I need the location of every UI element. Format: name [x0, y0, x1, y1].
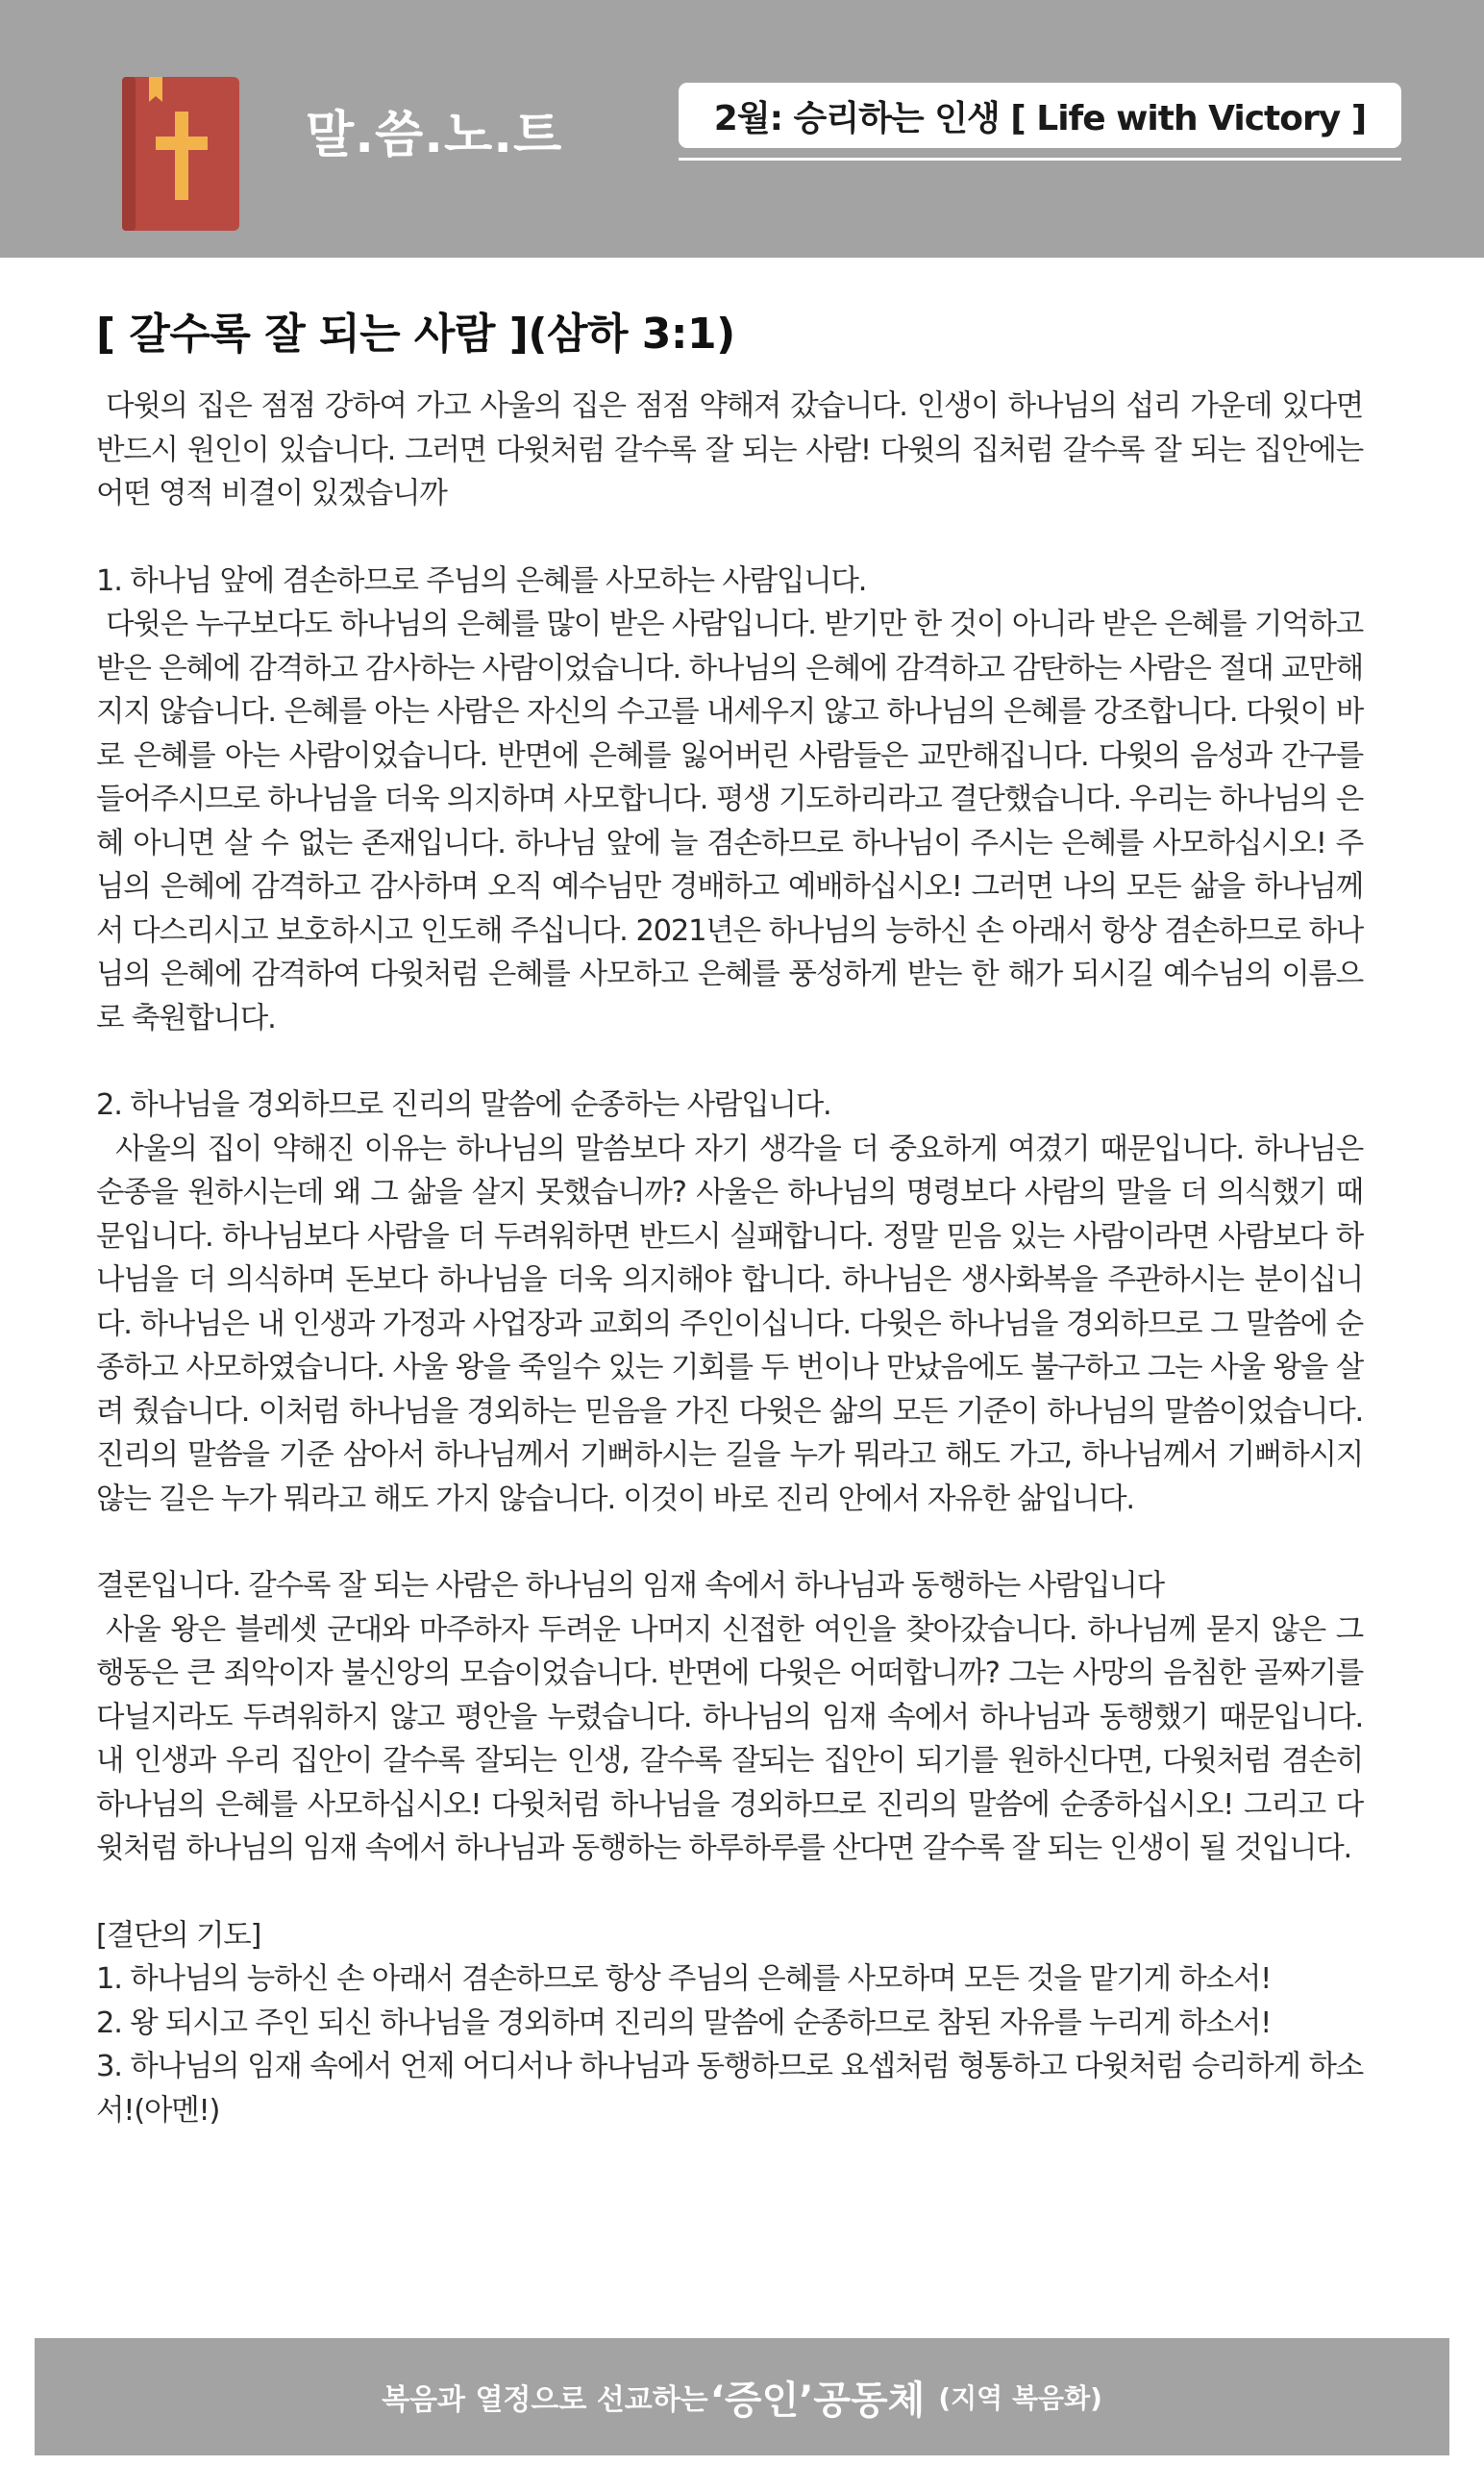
prayer-item: 3. 하나님의 임재 속에서 언제 어디서나 하나님과 동행하므로 요셉처럼 형통하고 다윗처럼 승리하게 하소서!(아멘!): [96, 2050, 1363, 2128]
prayer-heading: [결단의 기도]: [96, 1918, 261, 1953]
footer-note: (지역 복음화): [938, 2382, 1102, 2414]
footer-highlight: ‘증인’공동체: [709, 2378, 926, 2423]
point2-paragraph: 사울의 집이 약해진 이유는 하나님의 말씀보다 자기 생각을 더 중요하게 여겼기 때문입니다. 하나님은 순종을 원하시는데 왜 그 삶을 살지 못했습니까? 사울은 하나님의 명령보다 사람의 말을 더 의식했기 때문입니다. 하나님보다 사람을 더 두려워하면 반드시 실패합니다. 정말 믿음 있는 사람이라면 사람보다 하나님을 더 의식하며 돈보다 하나님을 더욱 의지해야 합니다. 하나님은 생사화복을 주관하시는 분이십니다. 하나님은 내 인생과 가정과 사업장과 교회의 주인이십니다. 다윗은 하나님을 경외하므로 그 말씀에 순종하고 사모하였습니다. 사울 왕을 죽일수 있는 기회를 두 번이나 만났음에도 불구하고 그는 사울 왕을 살려 줬습니다. 이처럼 하나님을 경외하는 믿음을 가진 다윗은 삶의 모든 기준이 하나님의 말씀이었습니다. 진리의 말씀을 기준 삼아서 하나님께서 기뻐하시는 길을 누가 뭐라고 해도 가고, 하나님께서 기뻐하시지 않는 길은 누가 뭐라고 해도 가지 않습니다. 이것이 바로 진리 안에서 자유한 삶입니다.: [96, 1132, 1363, 1516]
bible-icon: [122, 77, 239, 231]
prayer-item: 2. 왕 되시고 주인 되신 하나님을 경외하며 진리의 말씀에 순종하므로 참된 자유를 누리게 하소서!: [96, 2005, 1272, 2040]
header-banner: [0, 0, 1484, 258]
series-divider: [679, 158, 1401, 161]
point1-paragraph: 다윗은 누구보다도 하나님의 은혜를 많이 받은 사람입니다. 받기만 한 것이 아니라 받은 은혜를 기억하고 받은 은혜에 감격하고 감사하는 사람이었습니다. 하나님의 은혜에 감격하고 감탄하는 사람은 절대 교만해지지 않습니다. 은혜를 아는 사람은 자신의 수고를 내세우지 않고 하나님의 은혜를 강조합니다. 다윗이 바로 은혜를 아는 사람이었습니다. 반면에 은혜를 잃어버린 사람들은 교만해집니다. 다윗의 음성과 간구를 들어주시므로 하나님을 더욱 의지하며 사모합니다. 평생 기도하리라고 결단했습니다. 우리는 하나님의 은혜 아니면 살 수 없는 존재입니다. 하나님 앞에 늘 겸손하므로 하나님이 주시는 은혜를 사모하십시오! 주님의 은혜에 감격하고 감사하며 오직 예수님만 경배하고 예배하십시오! 그러면 나의 모든 삶을 하나님께서 다스리시고 보호하시고 인도해 주십니다. 2021년은 하나님의 능하신 손 아래서 항상 겸손하므로 하나님의 은혜에 감격하여 다윗처럼 은혜를 사모하고 은혜를 풍성하게 받는 한 해가 되시길 예수님의 이름으로 축원합니다.: [96, 608, 1363, 1035]
series-title: 2월: 승리하는 인생 [ Life with Victory ]: [679, 83, 1401, 148]
sermon-content: [96, 306, 1363, 2132]
intro-paragraph: 다윗의 집은 점점 강하여 가고 사울의 집은 점점 약해져 갔습니다. 인생이 하나님의 섭리 가운데 있다면 반드시 원인이 있습니다. 그러면 다윗처럼 갈수록 잘 되는 사람! 다윗의 집처럼 갈수록 잘 되는 집안에는 어떤 영적 비결이 있겠습니까: [96, 389, 1363, 511]
spacer: [96, 1040, 1363, 1084]
prayer-item: 1. 하나님의 능하신 손 아래서 겸손하므로 항상 주님의 은혜를 사모하며 모든 것을 맡기게 하소서!: [96, 1962, 1272, 1996]
spacer: [96, 516, 1363, 560]
footer-banner: [35, 2338, 1449, 2455]
app-title: 말.씀.노.트: [306, 107, 563, 164]
conclusion-paragraph: 사울 왕은 블레셋 군대와 마주하자 두려운 나머지 신접한 여인을 찾아갔습니다. 하나님께 묻지 않은 그 행동은 큰 죄악이자 불신앙의 모습이었습니다. 반면에 다윗은 어떠합니까? 그는 사망의 음침한 골짜기를 다닐지라도 두려워하지 않고 평안을 누렸습니다. 하나님의 임재 속에서 하나님과 동행했기 때문입니다. 내 인생과 우리 집안이 갈수록 잘되는 인생, 갈수록 잘되는 집안이 되기를 원하신다면, 다윗처럼 겸손히 하나님의 은혜를 사모하십시오! 다윗처럼 하나님을 경외하므로 진리의 말씀에 순종하십시오! 그리고 다윗처럼 하나님의 임재 속에서 하나님과 동행하는 하루하루를 산다면 갈수록 잘 되는 인생이 될 것입니다.: [96, 1612, 1363, 1865]
spacer: [96, 1871, 1363, 1914]
point2-heading: 2. 하나님을 경외하므로 진리의 말씀에 순종하는 사람입니다.: [96, 1088, 831, 1122]
conclusion-heading: 결론입니다. 갈수록 잘 되는 사람은 하나님의 임재 속에서 하나님과 동행하는 사람입니다: [96, 1569, 1164, 1603]
footer-prefix: 복음과 열정으로 선교하는: [382, 2383, 708, 2417]
page-title: [ 갈수록 잘 되는 사람 ](삼하 3:1): [96, 310, 735, 359]
spacer: [96, 1521, 1363, 1564]
point1-heading: 1. 하나님 앞에 겸손하므로 주님의 은혜를 사모하는 사람입니다.: [96, 563, 867, 598]
